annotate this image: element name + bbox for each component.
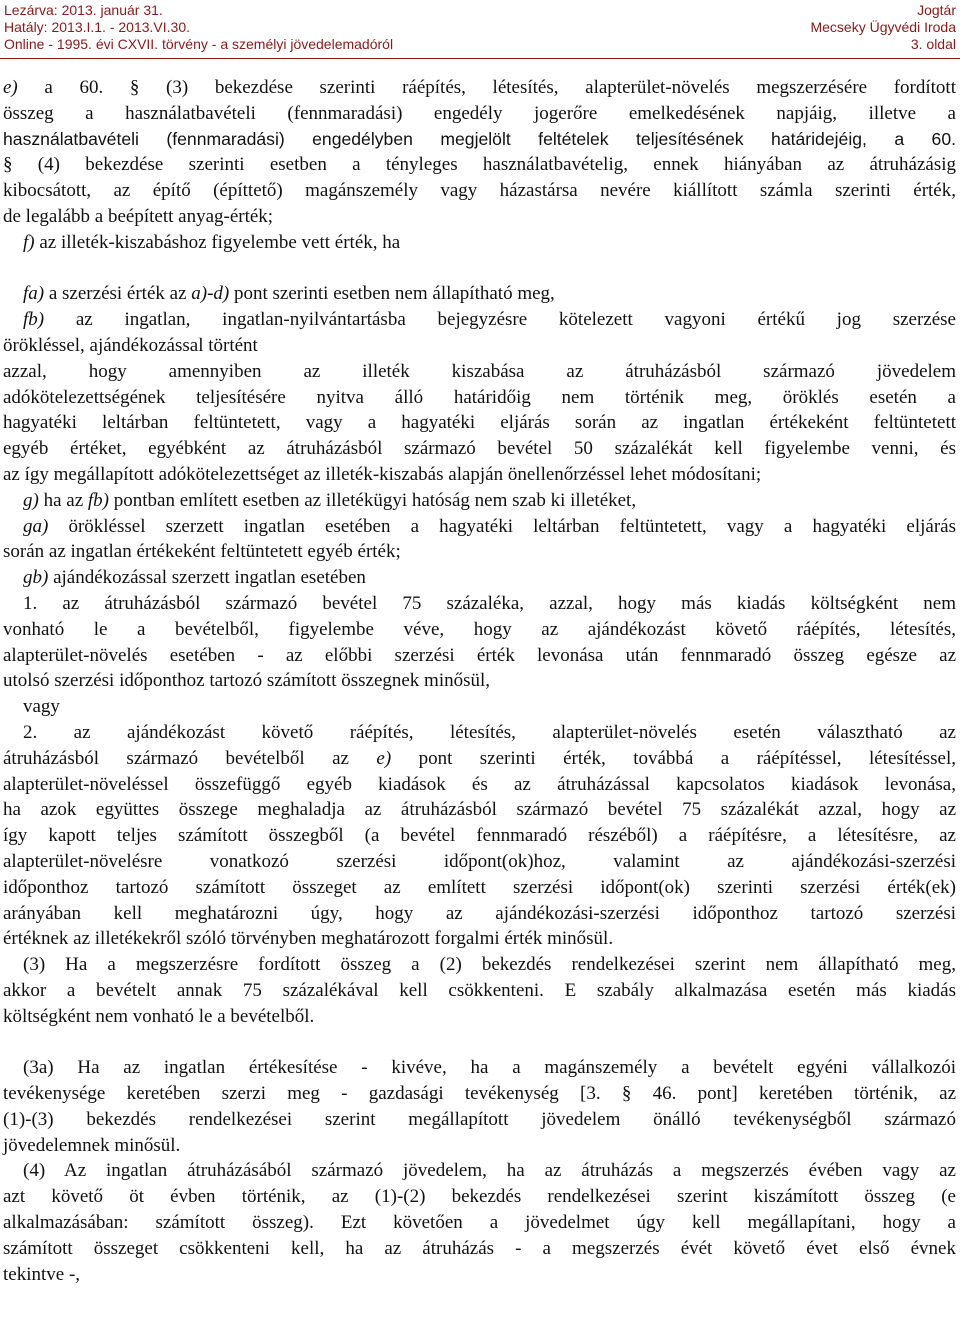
text-line: időponthoz tartozó számított összeget az említett szerzési időpont(ok) szerinti szerzési érték(ek) — [3, 876, 956, 898]
paragraph-fa — [3, 281, 956, 307]
text-line: (3) Ha a megszerzésre fordított összeg a (2) bekezdés rendelkezései szerint nem állapítható meg, — [23, 954, 956, 976]
text-line: vagy — [23, 696, 60, 718]
header-law-title: Online - 1995. évi CXVII. törvény - a személyi jövedelemadóról — [4, 36, 394, 52]
paragraph-azzal — [3, 359, 956, 488]
header-publisher: Jogtár — [917, 2, 956, 18]
text-line: adókötelezettségének teljesítésére nyitva álló határidőig nem történik meg, öröklés esetén a — [3, 386, 956, 408]
text-line: során az ingatlan értékeként feltüntetett egyéb érték; — [3, 541, 401, 563]
text-line: így kapott teljes számított összegből (a bevétel fennmaradó részéből) a ráépítésre, a létesítésre, az — [3, 825, 956, 847]
text-line: fa) a szerzési érték az a)-d) pont szerinti esetben nem állapítható meg, — [23, 283, 555, 305]
header-closed-date: Lezárva: 2013. január 31. — [4, 2, 163, 18]
text-line: (1)-(3) bekezdés rendelkezései szerint megállapított jövedelem önálló tevékenységből származó — [3, 1108, 956, 1130]
text-line: § (4) bekezdése szerinti esetben a tényleges használatbavételig, ennek hiányában az átruházásig — [3, 154, 956, 176]
text-line: tevékenysége keretében szerzi meg - gazdasági tevékenység [3. § 46. pont] keretében történik, az — [3, 1083, 956, 1105]
text-line: e) a 60. § (3) bekezdése szerinti ráépítés, létesítés, alapterület-növelés megszerzésére fordított — [3, 77, 956, 98]
text-line: g) ha az fb) pontban említett esetben az illetékügyi hatóság nem szab ki illetéket, — [23, 489, 637, 511]
text-line: 1. az átruházásból származó bevétel 75 százaléka, azzal, hogy más kiadás költségként nem — [23, 592, 956, 614]
text-line: de legalább a beépített anyag-érték; — [3, 205, 274, 227]
text-line: az így megállapított adókötelezettséget az illeték-kiszabás alapján önellenőrzéssel lehet módosítani; — [3, 463, 762, 485]
paragraph-4 — [3, 1158, 956, 1287]
point-label: fa) — [23, 283, 45, 305]
text-line: használatbavételi (fennmaradási) engedélyben megjelölt feltételek teljesítésének határidejéig, a 60. — [3, 128, 956, 149]
text-line: kibocsátott, az építő (építtető) magánszemély vagy házastársa nevére kiállított számla szerinti érték, — [3, 180, 956, 202]
text-line: gb) ajándékozással szerzett ingatlan esetében — [23, 567, 366, 589]
text-line: értéknek az illetékekről szóló törvényben meghatározott forgalmi érték minősül. — [3, 928, 614, 950]
text-line: arányában kell meghatározni úgy, hogy az ajándékozási-szerzési időponthoz tartozó szerzési — [3, 902, 956, 924]
text-line: alapterület-növeléssel összefüggő egyéb kiadások és az átruházással kapcsolatos kiadások levonása, — [3, 773, 956, 795]
text-line: f) az illeték-kiszabáshoz figyelembe vett érték, ha — [23, 231, 401, 253]
paragraph-vagy — [3, 694, 956, 720]
text-line: ga) örökléssel szerzett ingatlan esetében a hagyatéki leltárban feltüntetett, vagy a hagyatéki eljárás — [23, 515, 956, 537]
text-line: (3a) Ha az ingatlan értékesítése - kivéve, ha a magánszemély a bevételt egyéni vállalkozói — [23, 1057, 956, 1079]
paragraph-f — [3, 230, 956, 256]
text-line: átruházásból származó bevételből az e) pont szerinti érték, továbbá a ráépítéssel, létesítéssel, — [3, 747, 957, 769]
header-validity: Hatály: 2013.I.1. - 2013.VI.30. — [4, 19, 191, 35]
paragraph-3 — [3, 952, 956, 1029]
header-divider — [0, 58, 960, 59]
header-office: Mecseky Ügyvédi Iroda — [810, 19, 956, 35]
text-line: hagyatéki leltárban feltüntetett, vagy a hagyatéki eljárás során az ingatlan értékeként feltüntetett — [3, 412, 956, 434]
point-reference: fb) — [87, 489, 109, 511]
text-line: vonható le a bevételből, figyelembe véve, hogy az ajándékozást követő ráépítés, létesítés, — [3, 618, 956, 640]
header-right — [810, 2, 956, 53]
text-line: fb) az ingatlan, ingatlan-nyilvántartásba bejegyzésre kötelezett vagyoni értékű jog szerzése — [23, 309, 956, 331]
text-line: tekintve -, — [3, 1263, 81, 1285]
text-line: alapterület-növelésre vonatkozó szerzési időpont(ok)hoz, valamint az ajándékozási-szerzési — [3, 850, 956, 872]
header-page-number: 3. oldal — [910, 36, 956, 52]
header-left — [4, 2, 393, 53]
text-line: 2. az ajándékozást követő ráépítés, létesítés, alapterület-növelés esetén választható az — [23, 721, 956, 743]
spacer — [3, 256, 956, 282]
text-line: alkalmazásában: számított összeg). Ezt követően a jövedelmet úgy kell megállapítani, hogy a — [3, 1212, 956, 1234]
point-reference: e) — [376, 747, 392, 769]
point-label: e) — [3, 77, 18, 98]
paragraph-fb — [3, 307, 956, 359]
text-line: számított összeget csökkenteni kell, ha az átruházás - a megszerzés évét követő évet első évnek — [3, 1237, 956, 1259]
text-line: alapterület-növelés esetében - az előbbi szerzési érték levonása után fennmaradó összeg egésze az — [3, 644, 956, 666]
text-line: örökléssel, ajándékozással történt — [3, 334, 258, 356]
paragraph-item-2 — [3, 720, 956, 952]
paragraph-item-1 — [3, 591, 956, 694]
text-line: (4) Az ingatlan átruházásából származó jövedelem, ha az átruházás a megszerzés évében vagy az — [23, 1160, 956, 1182]
document-body — [3, 75, 956, 1287]
spacer — [3, 1029, 956, 1055]
text-line: azt követő öt évben történik, az (1)-(2) bekezdés rendelkezései szerint kiszámított összeg (e — [3, 1186, 956, 1208]
point-label: fb) — [23, 309, 45, 331]
point-label: g) — [23, 489, 39, 511]
point-label: f) — [23, 231, 35, 253]
text-line: összeg a használatbavételi (fennmaradási) engedély jogerőre emelkedésének napjáig, illetve a — [3, 102, 956, 124]
text-line: jövedelemnek minősül. — [3, 1134, 181, 1156]
text-line: azzal, hogy amennyiben az illeték kiszabása az átruházásból származó jövedelem — [3, 360, 956, 382]
point-label: ga) — [23, 515, 49, 537]
paragraph-g — [3, 488, 956, 514]
paragraph-gb — [3, 565, 956, 591]
point-label: gb) — [23, 567, 49, 589]
paragraph-e — [3, 75, 956, 230]
text-line: egyéb értéket, egyébként az átruházásból származó bevétel 50 százalékát kell figyelembe venni, és — [3, 438, 956, 460]
text-line: akkor a bevételt annak 75 százalékával kell csökkenteni. E szabály alkalmazása esetén más kiadás — [3, 979, 956, 1001]
point-reference: a)-d) — [191, 283, 230, 305]
text-line: ha azok együttes összege meghaladja az átruházásból származó bevétel 75 százalékát azzal, hogy az — [3, 799, 956, 821]
text-line: költségként nem vonható le a bevételből. — [3, 1005, 315, 1027]
page-header — [0, 0, 960, 60]
paragraph-3a — [3, 1055, 956, 1158]
paragraph-ga — [3, 514, 956, 566]
text-line: utolsó szerzési időponthoz tartozó számított összegnek minősül, — [3, 670, 491, 692]
